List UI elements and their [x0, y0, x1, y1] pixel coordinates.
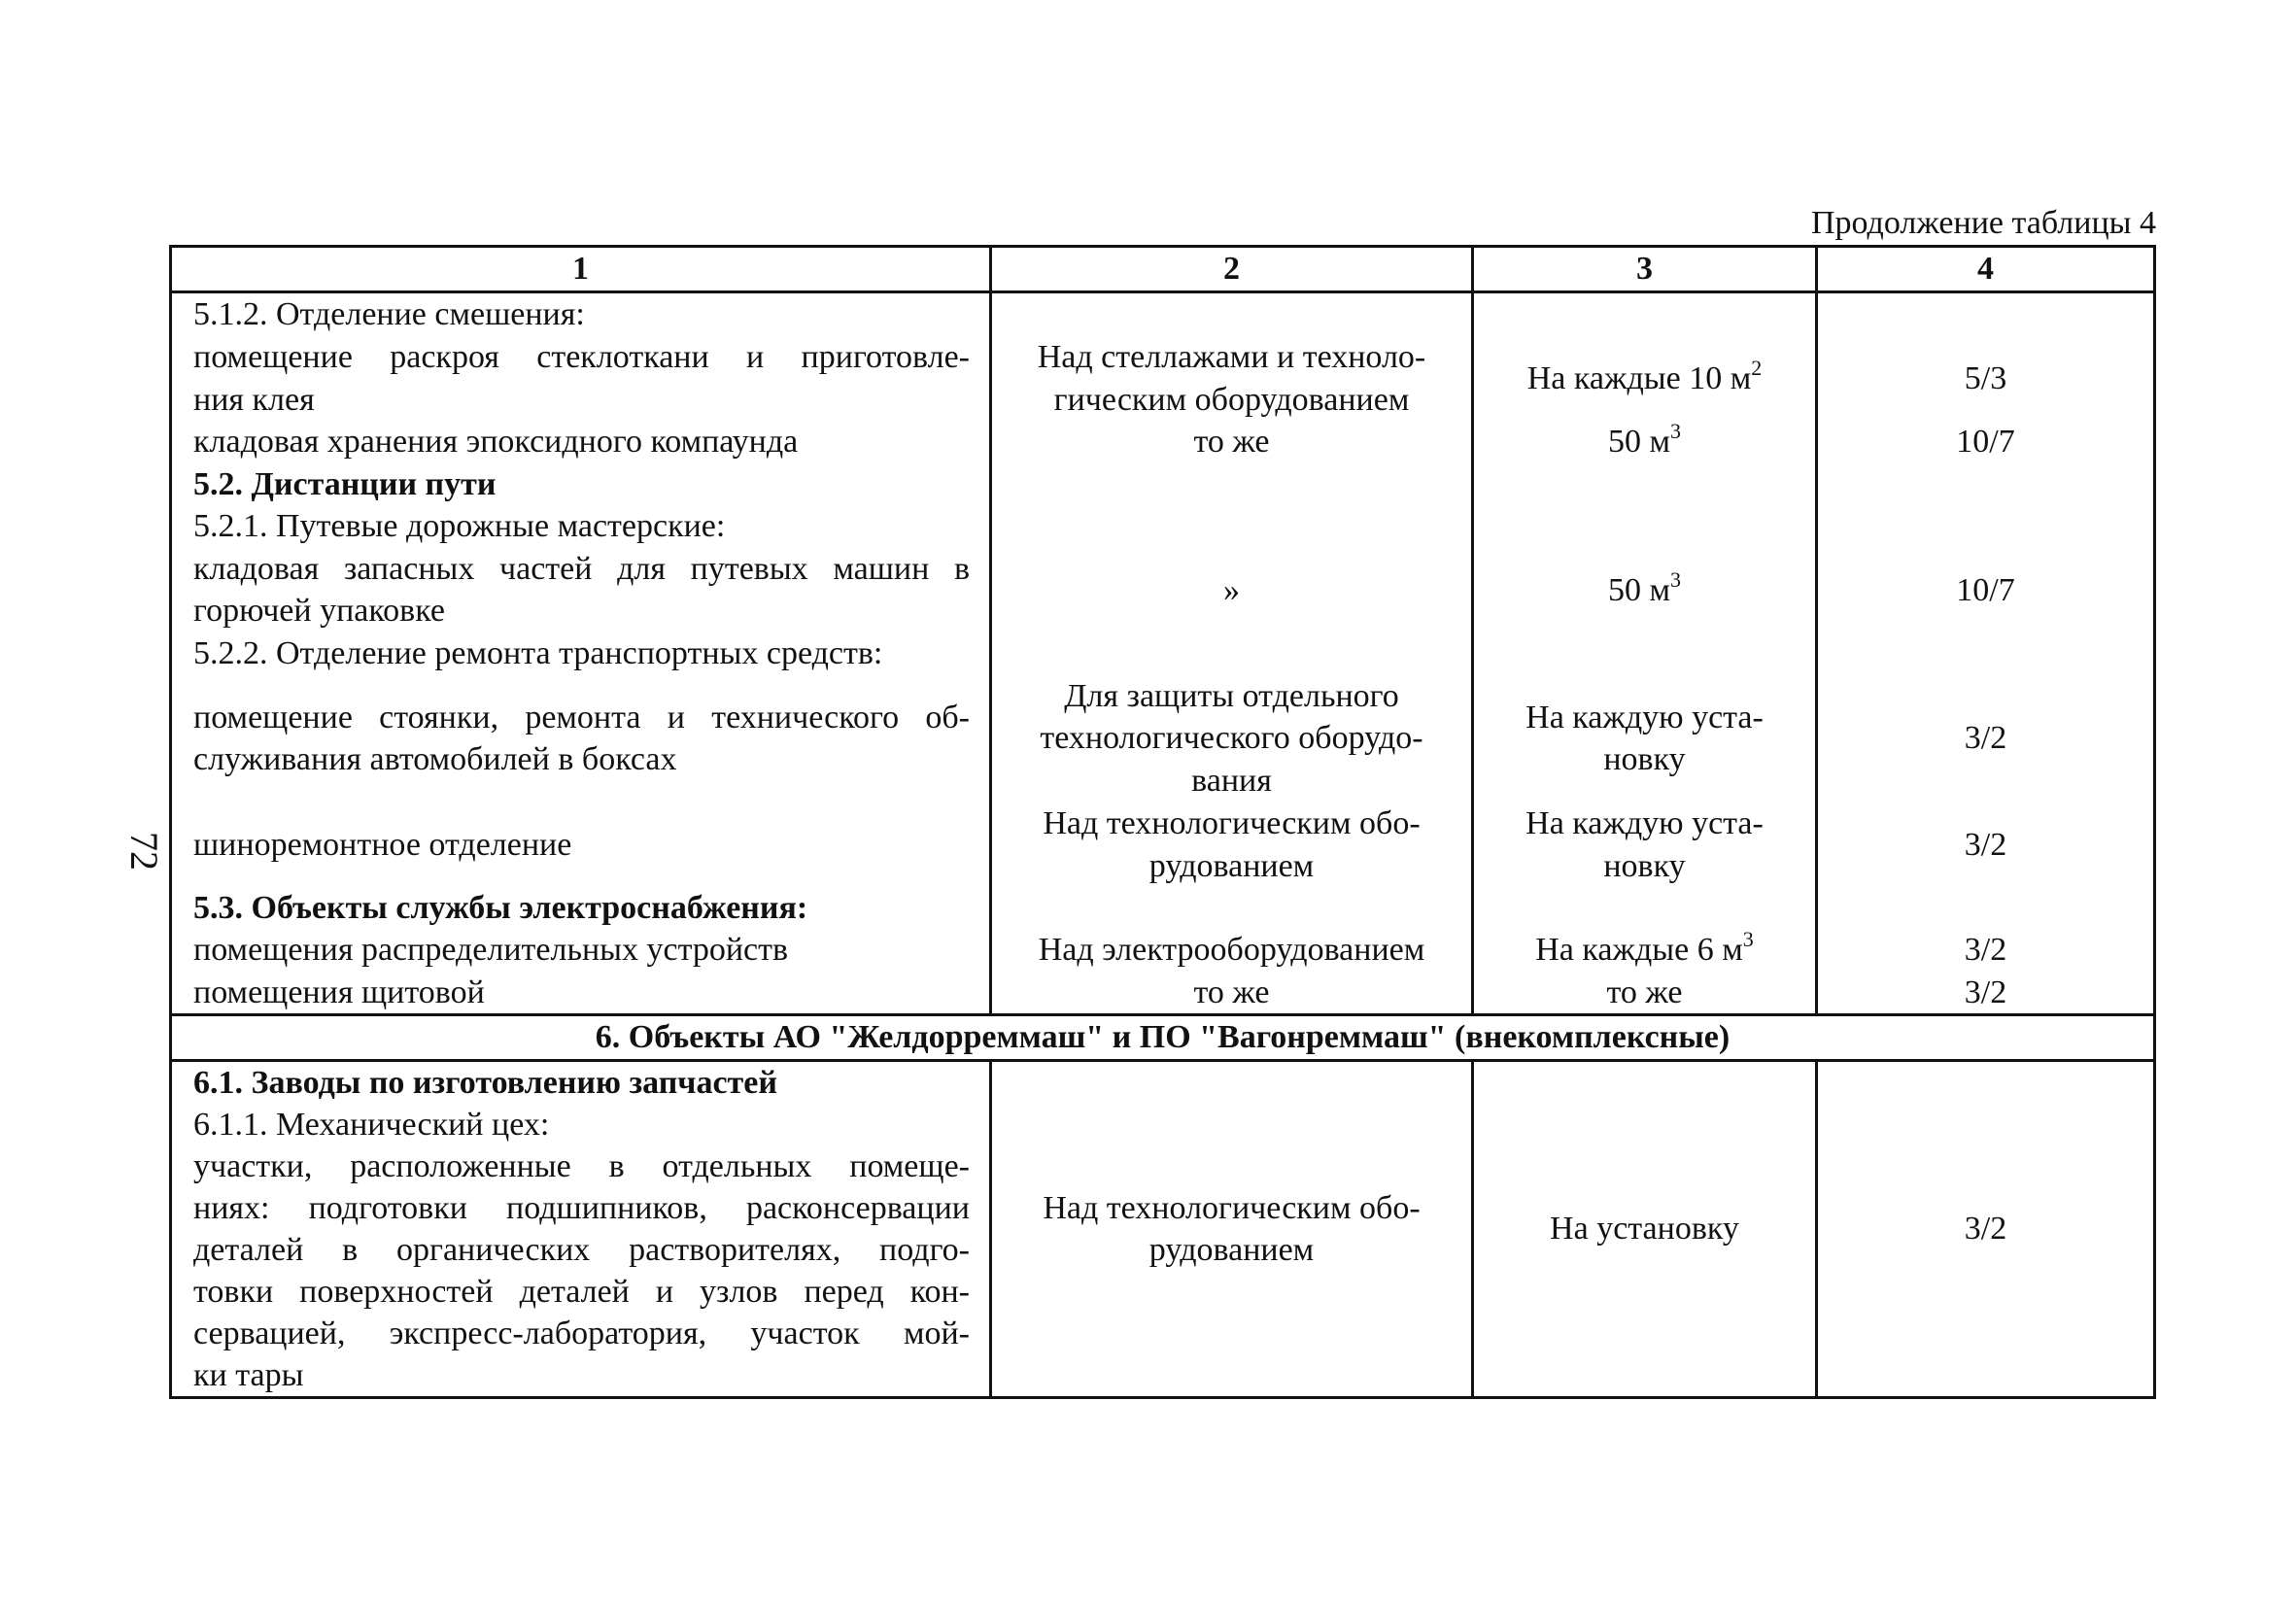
ratio-value: 3/2 — [1964, 974, 2007, 1010]
norm-value: На каждые 10 $м^2$ — [1526, 355, 1763, 396]
ratio-value: 3/2 — [1964, 932, 2007, 969]
list-item: помещение раскроя стеклоткани и приготовле- — [193, 339, 970, 376]
placement-value: Над электрооборудованием — [1038, 932, 1425, 969]
requirements-table — [169, 245, 2156, 1399]
table-row-section-5 — [171, 292, 2155, 1015]
list-item: сервацией, экспресс-лаборатория, участок мой- — [193, 1315, 970, 1351]
ratio-value: 3/2 — [1964, 1211, 2007, 1247]
section-6-description-cell — [171, 1061, 991, 1398]
ratio-value: 5/3 — [1964, 359, 2007, 396]
ratio-value: 3/2 — [1964, 720, 2007, 757]
column-header: 2 — [991, 247, 1473, 292]
ratio-value: 10/7 — [1956, 424, 2015, 461]
list-item: кладовая запасных частей для путевых машин в — [193, 550, 970, 587]
section-5-norm-cell — [1473, 292, 1817, 1015]
placement-value: » — [1223, 571, 1240, 608]
ratio-value: 10/7 — [1956, 571, 2015, 608]
ratio-value: 3/2 — [1964, 826, 2007, 863]
section-5-ratio-cell — [1817, 292, 2155, 1015]
list-item: горючей упаковке — [193, 593, 445, 630]
list-item: 5.1.2. Отделение смешения: — [193, 296, 585, 333]
placement-value: Над стеллажами и техноло- гическим оборудованием — [1037, 339, 1426, 418]
list-item: помещения распределительных устройств — [193, 932, 789, 969]
column-header: 4 — [1817, 247, 2155, 292]
norm-value: На каждые 6 $м^3$ — [1535, 927, 1754, 969]
column-header: 1 — [171, 247, 991, 292]
column-header: 3 — [1473, 247, 1817, 292]
section-5-description-cell — [171, 292, 991, 1015]
placement-value: Для защиты отдельного технологического оборудо- вания — [1040, 677, 1423, 799]
list-item: помещение стоянки, ремонта и технического об- служивания автомобилей в боксах — [193, 699, 970, 777]
list-item: кладовая хранения эпоксидного компаунда — [193, 424, 799, 461]
page-number: 72 — [122, 832, 166, 871]
section-heading: 5.2. Дистанции пути — [193, 465, 497, 502]
placement-value: Над технологическим обо- рудованием — [1043, 805, 1421, 884]
list-item: ки тары — [193, 1356, 304, 1393]
section-5-placement-cell — [991, 292, 1473, 1015]
section-heading: 6.1. Заводы по изготовлению запчастей — [193, 1064, 777, 1101]
list-item: 5.2.2. Отделение ремонта транспортных средств: — [193, 634, 883, 671]
norm-value: 50 $м^3$ — [1607, 566, 1681, 608]
norm-value: 50 $м^3$ — [1607, 419, 1681, 461]
section-6-norm-cell — [1473, 1061, 1817, 1398]
table-group-row — [171, 1015, 2155, 1061]
table-row-section-6 — [171, 1061, 2155, 1398]
list-item: 6.1.1. Механический цех: — [193, 1106, 550, 1143]
group-heading-6: 6. Объекты АО "Желдорреммаш" и ПО "Вагонреммаш" (внекомплексные) — [171, 1015, 2155, 1061]
placement-value: Над технологическим обо- рудованием — [1043, 1189, 1421, 1268]
table-caption: Продолжение таблицы 4 — [1810, 205, 2156, 241]
list-item: товки поверхностей деталей и узлов перед кон- — [193, 1273, 970, 1310]
list-item: помещения щитовой — [193, 974, 485, 1010]
section-6-ratio-cell — [1817, 1061, 2155, 1398]
list-item: шиноремонтное отделение — [193, 826, 572, 863]
norm-value: На установку — [1550, 1211, 1739, 1247]
placement-value: то же — [1193, 974, 1270, 1010]
table-header-row — [171, 247, 2155, 292]
placement-value: то же — [1193, 424, 1270, 461]
list-item: ниях: подготовки подшипников, расконсервации — [193, 1189, 970, 1226]
norm-value: На каждую уста- новку — [1525, 699, 1764, 777]
list-item: 5.2.1. Путевые дорожные мастерские: — [193, 508, 726, 545]
section-heading: 5.3. Объекты службы электроснабжения: — [193, 889, 808, 926]
list-item: участки, расположенные в отдельных помеще- — [193, 1147, 970, 1184]
section-6-placement-cell — [991, 1061, 1473, 1398]
norm-value: то же — [1606, 974, 1683, 1010]
list-item: ния клея — [193, 381, 315, 418]
list-item: деталей в органических растворителях, подго- — [193, 1231, 970, 1268]
norm-value: На каждую уста- новку — [1525, 805, 1764, 884]
